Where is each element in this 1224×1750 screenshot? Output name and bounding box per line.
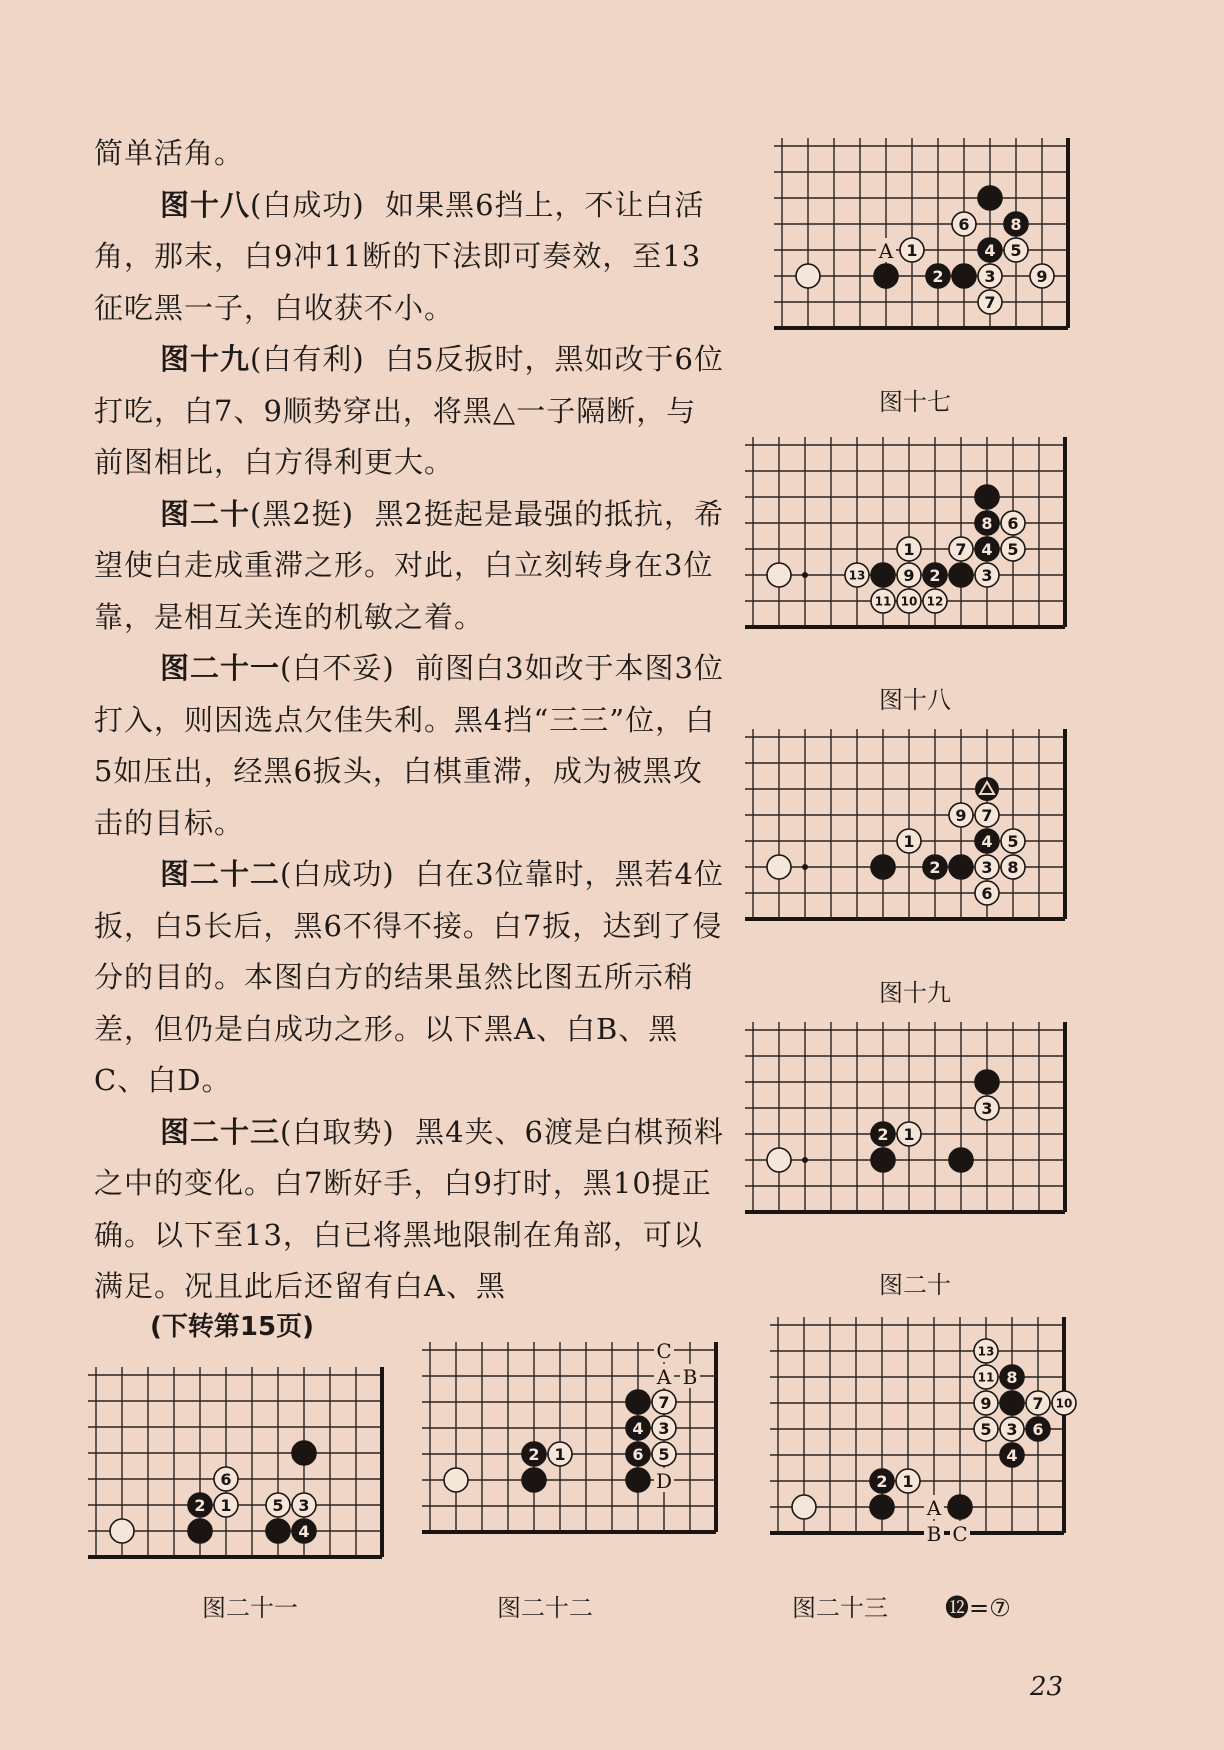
white-stone [978,290,1002,314]
paragraph-2 [94,180,724,335]
move-number: 6 [632,1444,644,1464]
move-number: 3 [981,1098,993,1118]
black-stone [975,511,999,535]
white-stone [975,803,999,827]
page-number: 23 [1030,1672,1064,1702]
white-stone [548,1442,572,1466]
figure-heading: 图二十二 [160,857,281,891]
figure-tag: (白不妥) [280,651,395,685]
white-stone [871,589,895,613]
paragraph-body: 黑4夹、6渡是白棋预料之中的变化。白7断好手，白9打时，黑10提正确。以下至13，白已将黑地限制在角部，可以满足。况且此后还留有白A、黑 [94,1114,724,1303]
black-stone [1000,1365,1024,1389]
figure-heading: 图二十三 [160,1114,281,1149]
move-number: 9 [955,805,967,825]
black-stone [949,1148,973,1172]
white-stone [949,803,973,827]
move-number: 8 [1010,214,1022,234]
board-letter: B [682,1365,698,1389]
white-stone [444,1468,468,1492]
black-stone [975,537,999,561]
white-stone [652,1416,676,1440]
caption-fig23: 图二十三 [792,1594,888,1622]
white-stone [978,264,1002,288]
move-number: 4 [298,1521,310,1541]
black-stone [923,563,947,587]
move-note: ⓬=⑦ [945,1594,1011,1622]
white-stone [975,855,999,879]
black-stone [871,563,895,587]
body-text [94,128,724,1313]
move-number: 4 [981,539,993,559]
caption-fig20: 图二十 [879,1271,951,1299]
move-number: 2 [877,1124,889,1144]
move-number: 7 [1032,1393,1044,1413]
move-number: 1 [903,1124,915,1144]
move-number: 7 [984,292,996,312]
move-number: 3 [1006,1419,1018,1439]
black-stone [871,855,895,879]
caption-fig21: 图二十一 [202,1594,298,1622]
move-number: 13 [977,1344,995,1359]
move-number: 5 [1010,240,1022,260]
figure-tag: (白成功) [280,857,395,891]
board-letter: C [952,1522,968,1546]
move-number: 2 [932,266,944,286]
paragraph-7 [94,1107,724,1313]
paragraph-body: 如果黑6挡上，不让白活角，那末，白9冲11断的下法即可奏效，至13征吃黑一子，白收获不小。 [94,187,705,325]
black-stone [923,855,947,879]
white-stone [974,1417,998,1441]
white-stone [214,1493,238,1517]
figure-tag: (黑2挺) [250,496,355,531]
black-stone [975,485,999,509]
move-number: 6 [220,1469,232,1489]
black-stone [626,1416,650,1440]
black-stone [1004,212,1028,236]
black-stone [522,1442,546,1466]
white-stone [897,1122,921,1146]
move-number: 9 [1036,266,1048,286]
black-stone [1000,1391,1024,1415]
black-stone [978,186,1002,210]
move-number: 12 [926,594,944,609]
move-number: 6 [1007,513,1019,533]
move-number: 3 [298,1495,310,1515]
move-number: 4 [981,831,993,851]
move-number: 2 [528,1444,540,1464]
black-stone [871,1148,895,1172]
move-number: 8 [1006,1367,1018,1387]
paragraph-body: 白在3位靠时，黑若4位扳，白5长后，黑6不得不接。白7扳，达到了侵分的目的。本图白方的结果虽然比图五所示稍差，但仍是白成功之形。以下黑A、白B、黑C、白D。 [94,857,724,1097]
caption-fig18: 图十八 [879,686,951,714]
white-stone [897,589,921,613]
black-stone [926,264,950,288]
black-stone [978,238,1002,262]
move-number: 11 [874,594,892,609]
black-stone [266,1519,290,1543]
white-stone [792,1495,816,1519]
white-stone [1030,264,1054,288]
white-stone [796,264,820,288]
board-letter: C [656,1339,672,1363]
black-stone [952,264,976,288]
white-stone [767,563,791,587]
star-point [802,864,808,870]
paragraph-1: 简单活角。 [94,136,245,170]
white-stone [266,1493,290,1517]
white-stone [214,1467,238,1491]
white-stone [974,1339,998,1363]
black-stone [626,1442,650,1466]
paragraph-body: 前图白3如改于本图3位打入，则因选点欠佳失利。黑4挡“三三”位，白5如压出，经黑6扳头，白棋重滞，成为被黑攻击的目标。 [94,651,724,840]
black-stone [188,1493,212,1517]
move-number: 9 [980,1393,992,1413]
white-stone [767,1148,791,1172]
go-diagram-fig22 [420,1340,740,1560]
move-number: 4 [1006,1445,1018,1465]
move-number: 7 [658,1392,670,1412]
white-stone [652,1390,676,1414]
figure-tag: (白成功) [250,187,365,222]
board-letter: A [656,1365,672,1389]
go-diagram-fig17 [770,136,1080,358]
white-stone [110,1519,134,1543]
white-stone [975,563,999,587]
figure-heading: 图二十 [160,496,251,531]
white-stone [952,212,976,236]
figure-heading: 图十八 [160,187,251,222]
move-number: 6 [1032,1419,1044,1439]
move-number: 2 [929,565,941,585]
figure-heading: 图二十一 [160,651,281,685]
black-stone [292,1441,316,1465]
move-number: 10 [1055,1396,1073,1411]
black-stone [949,563,973,587]
white-stone [1001,537,1025,561]
move-number: 4 [632,1418,644,1438]
figure-tag: (白有利) [250,342,365,376]
move-number: 8 [1007,857,1019,877]
star-point [802,572,808,578]
move-number: 1 [220,1495,232,1515]
black-stone [975,1070,999,1094]
black-stone [1026,1417,1050,1441]
move-number: 1 [903,539,915,559]
move-number: 9 [903,565,915,585]
white-stone [652,1442,676,1466]
caption-fig19: 图十九 [879,979,951,1007]
white-stone [1001,511,1025,535]
go-diagram-fig18 [745,435,1075,657]
paragraph-4 [94,489,724,644]
board-letter: B [926,1522,942,1546]
black-stone [871,1122,895,1146]
move-number: 11 [977,1370,995,1385]
white-stone [1000,1417,1024,1441]
white-stone [1052,1391,1076,1415]
black-stone [292,1519,316,1543]
black-stone [874,264,898,288]
white-stone [845,563,869,587]
move-number: 3 [984,266,996,286]
move-number: 8 [981,513,993,533]
move-number: 2 [194,1495,206,1515]
caption-fig17: 图十七 [879,388,951,416]
paragraph-3 [94,334,724,489]
white-stone [896,1469,920,1493]
star-point [802,1157,808,1163]
white-stone [1001,829,1025,853]
board-letter: A [926,1496,942,1520]
go-diagram-fig20 [745,1020,1075,1242]
move-number: 2 [929,857,941,877]
move-number: 5 [658,1444,670,1464]
black-stone [626,1468,650,1492]
move-number: 1 [903,831,915,851]
continued-note: (下转第15页) [150,1312,314,1342]
white-stone [975,1096,999,1120]
move-number: 1 [554,1444,566,1464]
black-stone [975,829,999,853]
figure-tag: (白取势) [280,1114,395,1149]
black-stone-triangle [975,777,999,801]
move-number: 5 [272,1495,284,1515]
go-diagram-fig19 [745,727,1075,949]
black-stone [188,1519,212,1543]
caption-fig22: 图二十二 [497,1594,593,1622]
white-stone [900,238,924,262]
paragraph-5 [94,643,724,849]
move-number: 1 [906,240,918,260]
move-number: 6 [958,214,970,234]
board-letter: D [655,1469,673,1493]
white-stone [975,881,999,905]
move-number: 10 [900,594,918,609]
black-stone [949,855,973,879]
move-number: 6 [981,883,993,903]
move-number: 5 [1007,831,1019,851]
move-number: 5 [980,1419,992,1439]
white-stone [897,829,921,853]
paragraph-body: 白5反扳时，黑如改于6位打吃，白7、9顺势穿出，将黑△一子隔断，与前图相比，白方得利更大。 [94,342,724,479]
go-diagram-fig23 [770,1315,1100,1560]
white-stone [897,537,921,561]
black-stone [870,1495,894,1519]
black-stone [948,1495,972,1519]
move-number: 4 [984,240,996,260]
paragraph-body: 黑2挺起是最强的抵抗，希望使白走成重滞之形。对此，白立刻转身在3位靠，是相互关连的机敏之着。 [94,496,724,634]
move-number: 7 [955,539,967,559]
move-number: 3 [981,565,993,585]
black-stone [1000,1443,1024,1467]
white-stone [897,563,921,587]
white-stone [1001,855,1025,879]
white-stone [292,1493,316,1517]
white-stone [1004,238,1028,262]
black-stone [870,1469,894,1493]
white-stone [974,1391,998,1415]
move-number: 2 [876,1471,888,1491]
white-stone [949,537,973,561]
board-letter: A [878,239,894,263]
black-stone [522,1468,546,1492]
move-number: 3 [658,1418,670,1438]
white-stone [767,855,791,879]
move-number: 7 [981,805,993,825]
move-number: 13 [848,568,866,583]
figure-heading: 图十九 [160,342,251,376]
white-stone [974,1365,998,1389]
white-stone [1026,1391,1050,1415]
move-number: 1 [902,1471,914,1491]
white-stone [923,589,947,613]
move-number: 3 [981,857,993,877]
black-stone [626,1390,650,1414]
go-diagram-fig21 [88,1365,398,1560]
move-number: 5 [1007,539,1019,559]
paragraph-6 [94,849,724,1107]
